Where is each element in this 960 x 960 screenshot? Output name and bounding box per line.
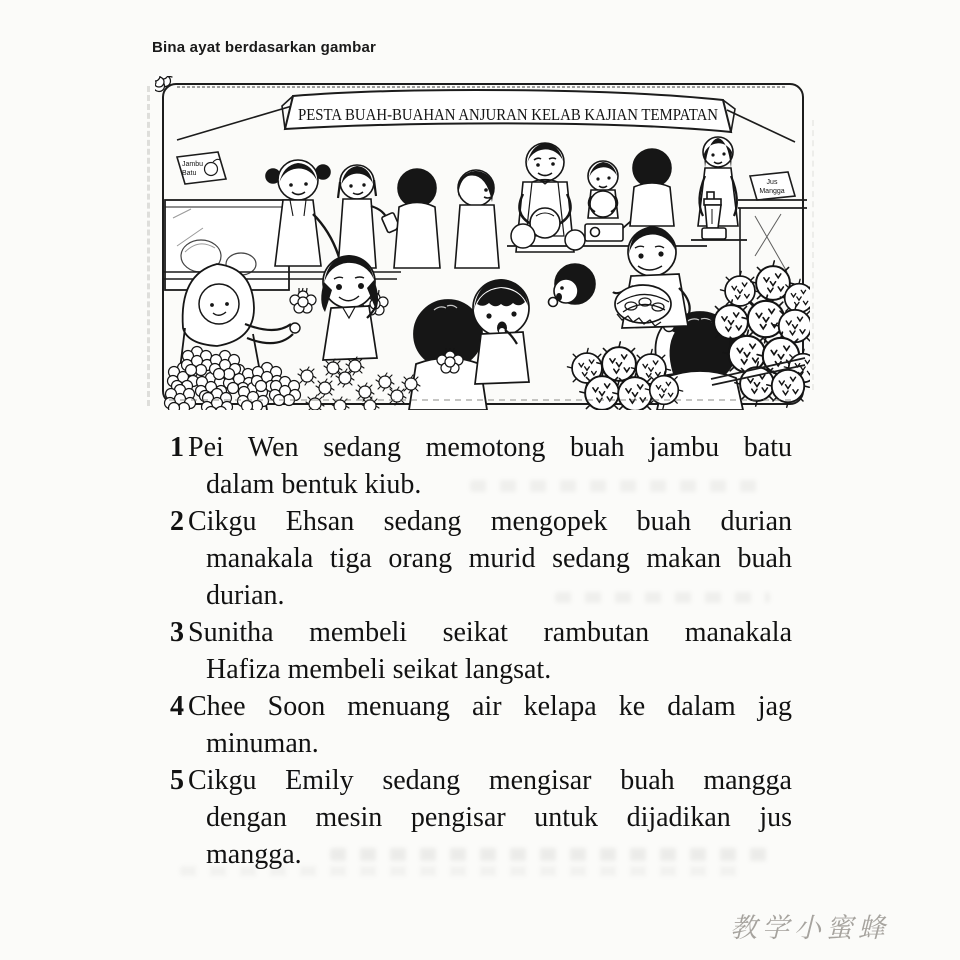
- fruit-festival-illustration: [155, 76, 810, 410]
- sentence-list: [170, 429, 792, 873]
- sentence-3-line-2: Hafiza membeli seikat langsat.: [206, 654, 552, 685]
- sentence-2-line-1: Cikgu Ehsan sedang mengopek buah durian: [188, 506, 792, 537]
- jambu-batu-sign-line2: Batu: [182, 170, 197, 177]
- jambu-batu-sign: [177, 152, 226, 184]
- figure-side-boy: [455, 170, 499, 268]
- jambu-batu-sign-line1: Jambu: [182, 161, 204, 168]
- sentence-4-number: 4: [170, 691, 184, 722]
- sentence-4-line-1: Chee Soon menuang air kelapa ke dalam jag: [188, 691, 792, 722]
- figure-cikgu-ehsan: [613, 226, 690, 328]
- sentence-1-line-1: Pei Wen sedang memotong buah jambu batu: [188, 432, 792, 463]
- festival-banner: [282, 90, 735, 132]
- figure-eating-girl: [549, 264, 596, 307]
- sentence-1-number: 1: [170, 432, 184, 463]
- sentence-2-number: 2: [170, 506, 184, 537]
- bleed-through-smudge: [555, 592, 770, 603]
- sentence-1-line-2: dalam bentuk kiub.: [206, 469, 422, 500]
- figure-coconut-boy: [585, 161, 634, 241]
- sentence-5-line-2: dengan mesin pengisar untuk dijadikan jus: [206, 802, 792, 833]
- sentence-5-number: 5: [170, 765, 184, 796]
- sentence-3-number: 3: [170, 617, 184, 648]
- sentence-4-line-2: minuman.: [206, 728, 319, 759]
- sentence-2-line-3: durian.: [206, 580, 285, 611]
- langsat-bunch-1: [290, 288, 316, 313]
- jus-mangga-sign-line2: Mangga: [759, 188, 785, 195]
- bleed-through-smudge: [330, 848, 770, 861]
- scan-artifact-left: [147, 86, 150, 406]
- figure-sunitha: [321, 255, 378, 360]
- figure-cikgu-emily: [691, 137, 747, 240]
- publisher-watermark: 教学小蜜蜂: [730, 913, 890, 944]
- figure-back-boy-1: [394, 169, 440, 268]
- sentence-5-line-3: mangga.: [206, 839, 302, 870]
- bleed-through-smudge: [180, 866, 740, 876]
- figure-back-boy-2: [630, 149, 674, 226]
- jus-mangga-sign-line1: Jus: [766, 179, 778, 186]
- sentence-5-line-1: Cikgu Emily sedang mengisar buah mangga: [188, 765, 792, 796]
- weighing-scale: [585, 221, 634, 241]
- bleed-through-smudge: [470, 480, 770, 492]
- banner-text: PESTA BUAH-BUAHAN ANJURAN KELAB KAJIAN TEMPATAN: [298, 105, 719, 124]
- sentence-3-line-1: Sunitha membeli seikat rambutan manakala: [188, 617, 792, 648]
- sentence-4: [170, 688, 792, 762]
- sentence-2-line-2: manakala tiga orang murid sedang makan buah: [206, 543, 792, 574]
- rambutan-pile: [298, 357, 420, 410]
- scan-artifact-right: [812, 120, 814, 390]
- page-title: Bina ayat berdasarkan gambar: [152, 39, 377, 56]
- sentence-3: [170, 614, 792, 688]
